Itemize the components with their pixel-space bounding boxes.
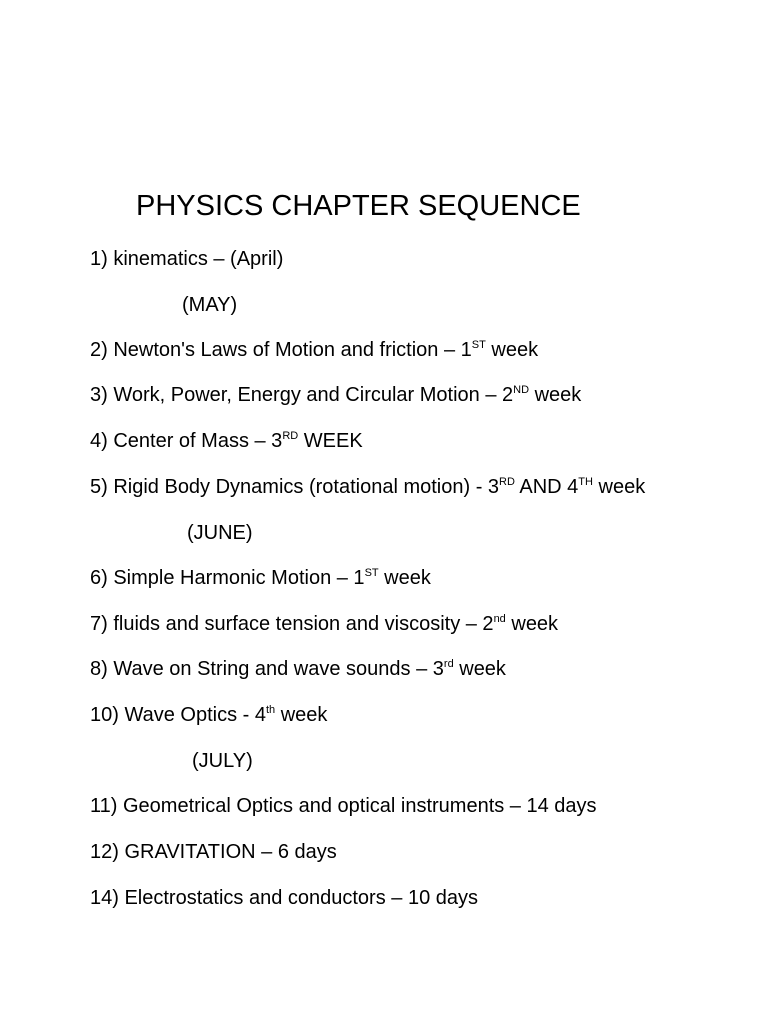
month-heading-june	[187, 519, 253, 547]
ordinal-suffix: RD	[282, 430, 299, 442]
list-item-text-tail: week	[275, 704, 328, 726]
list-item	[90, 838, 337, 866]
month-heading-july	[192, 747, 253, 775]
ordinal-suffix: ND	[513, 384, 530, 396]
ordinal-suffix: ST	[364, 567, 379, 579]
ordinal-suffix: ST	[471, 339, 486, 351]
list-item-text-middle: AND 4	[514, 476, 579, 498]
list-item-text-tail: WEEK	[298, 430, 363, 452]
list-item	[90, 701, 327, 729]
ordinal-suffix: rd	[443, 658, 454, 670]
list-item-text: 12) GRAVITATION – 6 days	[90, 841, 337, 863]
list-item-text: 1) kinematics – (April)	[90, 248, 284, 270]
list-item-text: 8) Wave on String and wave sounds – 3	[90, 658, 444, 680]
list-item	[90, 427, 363, 455]
ordinal-suffix: TH	[578, 476, 593, 488]
list-item	[90, 655, 506, 683]
list-item-text: 2) Newton's Laws of Motion and friction – 1	[90, 339, 472, 361]
list-item-text-tail: week	[505, 613, 559, 635]
list-item	[90, 884, 478, 912]
list-item-text: 3) Work, Power, Energy and Circular Motion – 2	[90, 384, 514, 406]
ordinal-suffix: nd	[493, 613, 506, 625]
list-item-text: 7) fluids and surface tension and viscosity – 2	[90, 613, 494, 635]
month-heading-text: (MAY)	[182, 294, 238, 316]
list-item	[90, 792, 597, 820]
list-item	[90, 610, 558, 638]
ordinal-suffix: RD	[499, 476, 515, 488]
list-item	[90, 245, 283, 273]
list-item-text-tail: week	[529, 384, 582, 406]
list-item	[90, 381, 581, 409]
list-item	[90, 564, 431, 592]
list-item-text-tail: week	[453, 658, 506, 680]
month-heading-text: (JUNE)	[187, 522, 253, 544]
month-heading-may	[182, 291, 237, 319]
list-item-text: 6) Simple Harmonic Motion – 1	[90, 567, 365, 589]
list-item-text: 5) Rigid Body Dynamics (rotational motion) - 3	[90, 476, 500, 498]
list-item-text-tail: week	[378, 567, 431, 589]
ordinal-suffix: th	[265, 704, 276, 716]
list-item-text-tail: week	[485, 339, 539, 361]
month-heading-text: (JULY)	[192, 750, 253, 772]
list-item	[90, 473, 645, 501]
list-item-text: 11) Geometrical Optics and optical instruments – 14 days	[90, 795, 597, 817]
document-title: PHYSICS CHAPTER SEQUENCE	[136, 190, 581, 222]
list-item-text: 4) Center of Mass – 3	[90, 430, 283, 452]
list-item-text-tail: week	[592, 476, 646, 498]
list-item-text: 14) Electrostatics and conductors – 10 days	[90, 887, 478, 909]
list-item	[90, 336, 538, 364]
list-item-text: 10) Wave Optics - 4	[90, 704, 266, 726]
